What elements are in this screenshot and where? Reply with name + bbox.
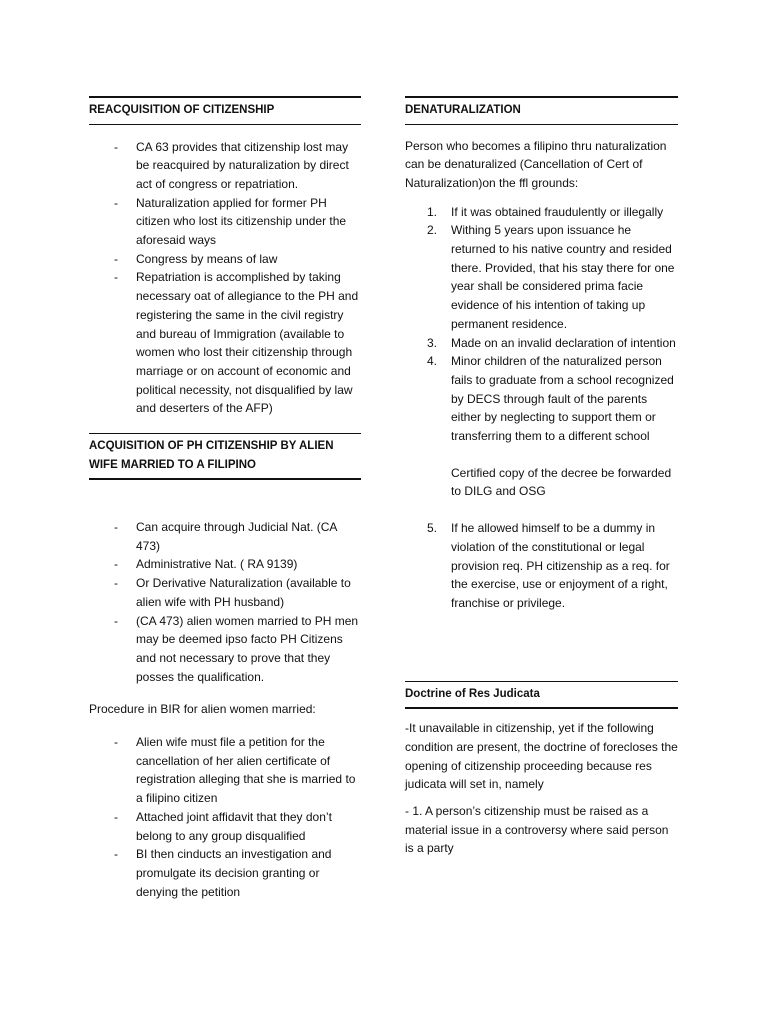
section-heading-reacquisition: REACQUISITION OF CITIZENSHIP [89,96,361,125]
list-item: - Repatriation is accomplished by taking necessary oat of allegiance to the PH and registering the same in the civil registry and bureau of Immigration (available to women who lost their citizenship through marriage or on account of economic and political necessity, not disqualified by law and deserters of the AFP) [89,268,361,418]
item-text: If it was obtained fraudulently or illegally [451,204,664,219]
reacquisition-list [89,138,361,419]
decree-note: Certified copy of the decree be forwarded to DILG and OSG [451,465,672,499]
list-item: - Attached joint affidavit that they don’t belong to any group disqualified [89,808,361,845]
item-number: 5. [427,521,438,536]
item-text: Withing 5 years upon issuance he returned to his native country and resided there. Provided, that his stay there for one year shall be considered prima facie evidence of his intention of taking up permanent residence. [451,223,675,331]
grounds-list-continued [405,519,678,613]
list-item: - Or Derivative Naturalization (available to alien wife with PH husband) [89,574,361,611]
section-heading-denaturalization: DENATURALIZATION [405,96,678,125]
list-item: - Alien wife must file a petition for the cancellation of her alien certificate of registration alleging that she is married to a filipino citizen [89,733,361,808]
procedure-title: Procedure in BIR for alien women married: [89,702,316,717]
list-item [405,221,678,333]
procedure-list [89,733,361,901]
list-item [405,519,678,613]
list-item: - CA 63 provides that citizenship lost may be reacquired by naturalization by direct act of congress or repatriation. [89,138,361,194]
list-item: - Can acquire through Judicial Nat. (CA 473) [89,518,361,555]
item-number: 3. [427,335,438,350]
item-text: Minor children of the naturalized person fails to graduate from a school recognized by DECS through fault of the parents either by neglecting to support them or transferring them to a different school [451,354,674,444]
list-item: - BI then cinducts an investigation and promulgate its decision granting or denying the petition [89,845,361,901]
list-item [405,203,678,222]
res-judicata-paragraph: -It unavailable in citizenship, yet if the following condition are present, the doctrine of forecloses the opening of citizenship proceeding because res judicata will set in, namely [405,721,678,792]
right-column [405,96,678,858]
item-number: 1. [427,204,438,219]
item-text: If he allowed himself to be a dummy in violation of the constitutional or legal provision req. PH citizenship as a req. for the exercise, use or enjoyment of a right, franchise or privilege. [451,521,670,610]
alien-wife-list [89,518,361,686]
list-item [405,352,678,446]
denaturalization-intro: Person who becomes a filipino thru naturalization can be denaturalized (Cancellation of Cert of Naturalization)on the ffl grounds: [405,138,667,190]
res-judicata-condition: - 1. A person’s citizenship must be raised as a material issue in a controversy where said person is a party [405,803,669,856]
section-heading-res-judicata: Doctrine of Res Judicata [405,681,678,710]
item-number: 4. [427,354,438,369]
left-column [89,96,361,901]
item-number: 2. [427,223,438,238]
list-item: - Congress by means of law [89,250,361,269]
section-heading-alien-wife: ACQUISITION OF PH CITIZENSHIP BY ALIEN WIFE MARRIED TO A FILIPINO [89,433,361,480]
list-item [405,334,678,353]
list-item: - (CA 473) alien women married to PH men may be deemed ipso facto PH Citizens and not necessary to prove that they posses the qualification. [89,612,361,687]
item-text: Made on an invalid declaration of intention [451,335,676,350]
list-item: - Administrative Nat. ( RA 9139) [89,555,361,574]
grounds-list [405,203,678,446]
list-item: - Naturalization applied for former PH citizen who lost its citizenship under the aforesaid ways [89,194,361,250]
